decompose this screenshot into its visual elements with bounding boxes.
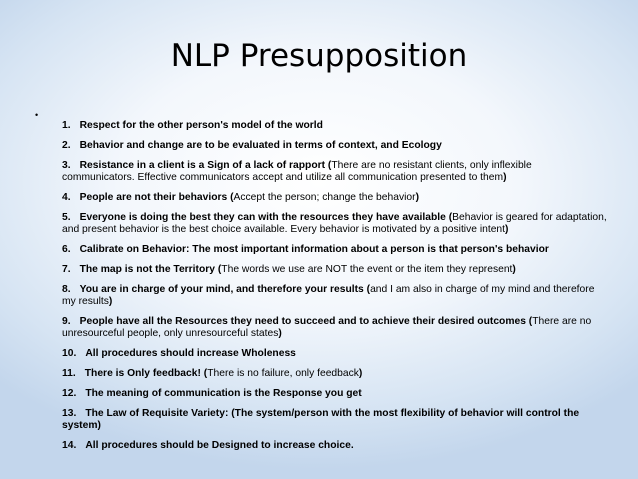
item-num: 4.	[62, 192, 71, 203]
item-bold: There is Only feedback! (	[84, 368, 208, 379]
slide-title: NLP Presupposition	[170, 38, 468, 74]
list-item	[62, 316, 607, 340]
item-num: 9.	[62, 316, 71, 327]
item-num: 10.	[62, 348, 77, 359]
item-num: 12.	[62, 388, 77, 399]
item-num: 5.	[62, 212, 71, 223]
item-normal: There are no resistant clients, only inflexible communicators. Effective communicators accept and utilize all communication presented to them	[62, 160, 532, 183]
item-bold: The Law of Requisite Variety: (The system/person with the most flexibility of behavior will control the system)	[62, 408, 580, 431]
item-num: 13.	[62, 408, 77, 419]
item-num: 11.	[62, 368, 76, 379]
item-bold: People have all the Resources they need to succeed and to achieve their desired outcomes (	[79, 316, 533, 327]
item-bold: The map is not the Territory (	[79, 264, 222, 275]
list-item	[62, 408, 607, 432]
item-normal: There is no failure, only feedback	[207, 368, 359, 379]
item-normal: Accept the person; change the behavior	[233, 192, 416, 203]
item-bold: Calibrate on Behavior: The most important information about a person is that person's behavior	[79, 244, 549, 255]
item-close: )	[108, 296, 113, 307]
list-item	[62, 140, 607, 152]
list-item	[62, 348, 607, 360]
item-bold: All procedures should be Designed to increase choice.	[85, 440, 354, 451]
list-item	[62, 368, 607, 380]
item-close: )	[503, 172, 507, 183]
item-bold: Everyone is doing the best they can with the resources they have available (	[79, 212, 453, 223]
item-normal: There are no unresourceful people, only unresourceful states	[62, 316, 592, 339]
list-item	[62, 440, 607, 452]
item-num: 6.	[62, 244, 71, 255]
item-normal: Behavior is geared for adaptation, and present behavior is the best choice available. Every behavior is motivated by a positive intent	[62, 212, 607, 235]
item-bold: The meaning of communication is the Response you get	[85, 388, 362, 399]
item-num: 7.	[62, 264, 71, 275]
item-close: )	[512, 264, 516, 275]
list-item	[62, 388, 607, 400]
item-num: 1.	[62, 120, 71, 131]
bullet-marker: •	[35, 110, 39, 120]
item-bold: Resistance in a client is a Sign of a lack of rapport (	[79, 160, 332, 171]
item-bold: People are not their behaviors (	[79, 192, 234, 203]
list-item	[62, 212, 607, 236]
item-normal: and I am also in charge of my mind and therefore my results	[62, 284, 595, 307]
item-num: 8.	[62, 284, 71, 295]
list-item	[62, 160, 607, 184]
item-bold: Behavior and change are to be evaluated in terms of context, and Ecology	[79, 140, 442, 151]
item-num: 14.	[62, 440, 77, 451]
item-bold: All procedures should increase Wholeness	[85, 348, 296, 359]
list-item	[62, 192, 607, 204]
item-bold: You are in charge of your mind, and therefore your results (	[79, 284, 371, 295]
presupposition-list	[62, 120, 607, 460]
list-item	[62, 284, 607, 308]
list-item	[62, 120, 607, 132]
item-close: )	[278, 328, 282, 339]
item-num: 3.	[62, 160, 71, 171]
item-close: )	[505, 224, 509, 235]
item-num: 2.	[62, 140, 71, 151]
item-bold: Respect for the other person's model of the world	[79, 120, 323, 131]
item-close: )	[415, 192, 419, 203]
list-item	[62, 264, 607, 276]
list-item	[62, 244, 607, 256]
item-normal: The words we use are NOT the event or the item they represent	[221, 264, 513, 275]
item-close: )	[358, 368, 363, 379]
